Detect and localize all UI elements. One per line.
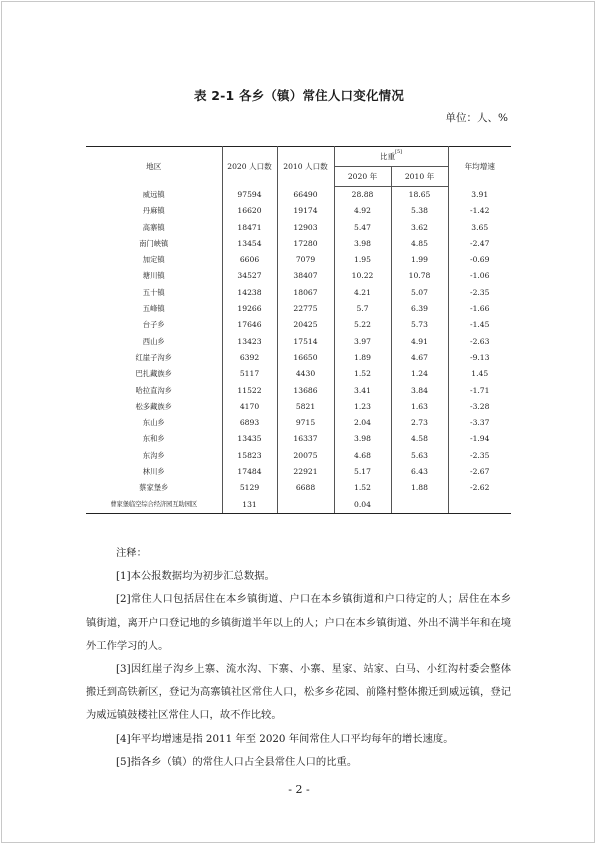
table-row (86, 301, 511, 317)
cell-growth: -2.62 (448, 480, 511, 496)
table-row (86, 334, 511, 350)
cell-pop2020: 13454 (222, 236, 277, 252)
cell-pop2020: 131 (222, 497, 277, 514)
cell-pop2020: 13435 (222, 431, 277, 447)
cell-region: 高寨镇 (86, 220, 222, 236)
cell-pop2020: 5129 (222, 480, 277, 496)
cell-growth: 1.45 (448, 366, 511, 382)
cell-growth: -2.67 (448, 464, 511, 480)
cell-pop2010: 19174 (277, 203, 334, 219)
cell-growth: -2.63 (448, 334, 511, 350)
cell-ratio2020: 3.41 (334, 383, 391, 399)
cell-pop2010: 18067 (277, 285, 334, 301)
table-row (86, 252, 511, 268)
cell-growth: -1.94 (448, 431, 511, 447)
cell-growth: -1.45 (448, 317, 511, 333)
cell-ratio2010: 1.88 (391, 480, 448, 496)
cell-ratio2020: 1.52 (334, 480, 391, 496)
note-item: [4]年平均增速是指 2011 年至 2020 年间常住人口平均每年的增长速度。 (116, 732, 454, 745)
cell-growth: -3.28 (448, 399, 511, 415)
page-number: - 2 - (288, 783, 310, 796)
table-row (86, 220, 511, 236)
cell-pop2020: 13423 (222, 334, 277, 350)
note-item: [1]本公报数据均为初步汇总数据。 (116, 570, 275, 583)
cell-pop2010: 17514 (277, 334, 334, 350)
cell-region: 红崖子沟乡 (86, 350, 222, 366)
cell-pop2020: 34527 (222, 268, 277, 284)
cell-growth: -9.13 (448, 350, 511, 366)
cell-region: 塘川镇 (86, 268, 222, 284)
cell-region: 台子乡 (86, 317, 222, 333)
cell-ratio2010: 10.78 (391, 268, 448, 284)
header-ratio-2020: 2020 年 (334, 167, 391, 187)
cell-ratio2020: 3.98 (334, 431, 391, 447)
header-growth: 年均增速 (448, 147, 511, 187)
table-row (86, 285, 511, 301)
cell-region: 西山乡 (86, 334, 222, 350)
cell-pop2020: 6392 (222, 350, 277, 366)
cell-ratio2020: 1.89 (334, 350, 391, 366)
cell-ratio2020: 1.23 (334, 399, 391, 415)
cell-ratio2010: 3.62 (391, 220, 448, 236)
header-ratio (334, 147, 448, 167)
table-row (86, 366, 511, 382)
cell-growth: -2.47 (448, 236, 511, 252)
cell-pop2020: 4170 (222, 399, 277, 415)
cell-pop2010: 6688 (277, 480, 334, 496)
cell-pop2010: 17280 (277, 236, 334, 252)
note-item: [5]指各乡（镇）的常住人口占全县常住人口的比重。 (116, 755, 358, 768)
cell-growth (448, 497, 511, 514)
cell-pop2020: 17646 (222, 317, 277, 333)
cell-ratio2010: 5.63 (391, 448, 448, 464)
cell-ratio2020: 4.68 (334, 448, 391, 464)
notes-section (86, 542, 511, 774)
cell-region: 五峰镇 (86, 301, 222, 317)
cell-pop2010: 38407 (277, 268, 334, 284)
cell-growth: -1.71 (448, 383, 511, 399)
cell-pop2020: 97594 (222, 187, 277, 204)
note-item: [3]因红崖子沟乡上寨、流水沟、下寨、小寨、星家、站家、白马、小红沟村委会整体搬迁到高铁新区，登记为高寨镇社区常住人口，松多乡花园、前隆村整体搬迁到威远镇，登记为威远镇鼓楼社区常住人口，故不作比较。 (86, 663, 511, 722)
cell-region: 东沟乡 (86, 448, 222, 464)
cell-region: 加定镇 (86, 252, 222, 268)
cell-region: 东山乡 (86, 415, 222, 431)
cell-growth: -3.37 (448, 415, 511, 431)
cell-ratio2020: 5.7 (334, 301, 391, 317)
cell-ratio2010: 18.65 (391, 187, 448, 204)
cell-ratio2020: 10.22 (334, 268, 391, 284)
cell-ratio2010: 4.58 (391, 431, 448, 447)
header-ratio-label: 比重 (379, 152, 396, 161)
cell-growth: -2.35 (448, 285, 511, 301)
cell-pop2020: 15823 (222, 448, 277, 464)
table-row (86, 399, 511, 415)
table-row (86, 268, 511, 284)
cell-pop2020: 17484 (222, 464, 277, 480)
table-row (86, 187, 511, 204)
table-row (86, 415, 511, 431)
table-row (86, 317, 511, 333)
cell-region: 丹麻镇 (86, 203, 222, 219)
table-row (86, 383, 511, 399)
cell-ratio2020: 1.52 (334, 366, 391, 382)
cell-pop2010: 66490 (277, 187, 334, 204)
table-row (86, 464, 511, 480)
cell-ratio2020: 28.88 (334, 187, 391, 204)
cell-ratio2010: 5.38 (391, 203, 448, 219)
cell-region: 哈拉直沟乡 (86, 383, 222, 399)
table-title: 表 2-1 各乡（镇）常住人口变化情况 (193, 88, 405, 103)
header-region: 地区 (86, 147, 222, 187)
table-row (86, 480, 511, 496)
cell-pop2010: 22921 (277, 464, 334, 480)
cell-region: 曹家堡临空综合经济园互助园区 (86, 497, 222, 514)
cell-ratio2020: 3.98 (334, 236, 391, 252)
cell-growth: 3.65 (448, 220, 511, 236)
table-row (86, 203, 511, 219)
cell-growth: -2.35 (448, 448, 511, 464)
table-row (86, 236, 511, 252)
cell-pop2010: 12903 (277, 220, 334, 236)
cell-ratio2020: 3.97 (334, 334, 391, 350)
cell-pop2020: 16620 (222, 203, 277, 219)
cell-growth: -1.06 (448, 268, 511, 284)
notes-lead: 注释： (116, 547, 147, 559)
unit-label: 单位：人、% (445, 112, 508, 124)
table-row (86, 497, 511, 514)
cell-region: 威远镇 (86, 187, 222, 204)
cell-ratio2010: 6.43 (391, 464, 448, 480)
header-ratio-note: [5] (395, 149, 403, 155)
table-row (86, 350, 511, 366)
cell-ratio2010: 1.99 (391, 252, 448, 268)
cell-ratio2020: 2.04 (334, 415, 391, 431)
cell-ratio2010: 4.67 (391, 350, 448, 366)
cell-region: 五十镇 (86, 285, 222, 301)
table-row (86, 448, 511, 464)
cell-pop2010: 20075 (277, 448, 334, 464)
cell-ratio2010: 3.84 (391, 383, 448, 399)
cell-ratio2020: 1.95 (334, 252, 391, 268)
cell-pop2010: 7079 (277, 252, 334, 268)
cell-pop2020: 19266 (222, 301, 277, 317)
cell-ratio2010 (391, 497, 448, 514)
cell-growth: 3.91 (448, 187, 511, 204)
header-pop2020: 2020 人口数 (222, 147, 277, 187)
header-ratio-2010: 2010 年 (391, 167, 448, 187)
cell-growth: -1.66 (448, 301, 511, 317)
cell-ratio2010: 1.63 (391, 399, 448, 415)
cell-region: 松多藏族乡 (86, 399, 222, 415)
cell-region: 南门峡镇 (86, 236, 222, 252)
cell-ratio2020: 5.17 (334, 464, 391, 480)
cell-ratio2010: 5.07 (391, 285, 448, 301)
cell-pop2020: 6606 (222, 252, 277, 268)
notes-list (86, 565, 511, 774)
cell-region: 巴扎藏族乡 (86, 366, 222, 382)
table-row (86, 431, 511, 447)
cell-pop2020: 18471 (222, 220, 277, 236)
cell-pop2010 (277, 497, 334, 514)
cell-region: 东和乡 (86, 431, 222, 447)
cell-pop2010: 16650 (277, 350, 334, 366)
cell-region: 蔡家堡乡 (86, 480, 222, 496)
cell-pop2020: 11522 (222, 383, 277, 399)
cell-growth: -1.42 (448, 203, 511, 219)
cell-ratio2010: 4.85 (391, 236, 448, 252)
cell-ratio2020: 0.04 (334, 497, 391, 514)
population-table (86, 146, 511, 514)
cell-pop2020: 14238 (222, 285, 277, 301)
cell-pop2010: 5821 (277, 399, 334, 415)
table-body (86, 187, 511, 514)
cell-ratio2020: 5.22 (334, 317, 391, 333)
cell-ratio2010: 4.91 (391, 334, 448, 350)
cell-pop2020: 6893 (222, 415, 277, 431)
cell-ratio2010: 5.73 (391, 317, 448, 333)
cell-ratio2010: 1.24 (391, 366, 448, 382)
cell-growth: -0.69 (448, 252, 511, 268)
header-pop2010: 2010 人口数 (277, 147, 334, 187)
cell-pop2020: 5117 (222, 366, 277, 382)
cell-ratio2020: 5.47 (334, 220, 391, 236)
cell-pop2010: 20425 (277, 317, 334, 333)
cell-pop2010: 13686 (277, 383, 334, 399)
cell-ratio2020: 4.21 (334, 285, 391, 301)
cell-pop2010: 22775 (277, 301, 334, 317)
cell-ratio2020: 4.92 (334, 203, 391, 219)
cell-pop2010: 4430 (277, 366, 334, 382)
cell-pop2010: 9715 (277, 415, 334, 431)
note-item: [2]常住人口包括居住在本乡镇街道、户口在本乡镇街道和户口待定的人；居住在本乡镇街道，离开户口登记地的乡镇街道半年以上的人；户口在本乡镇街道、外出不满半年和在境外工作学习的人。 (86, 593, 511, 652)
cell-region: 林川乡 (86, 464, 222, 480)
cell-ratio2010: 6.39 (391, 301, 448, 317)
cell-pop2010: 16337 (277, 431, 334, 447)
cell-ratio2010: 2.73 (391, 415, 448, 431)
